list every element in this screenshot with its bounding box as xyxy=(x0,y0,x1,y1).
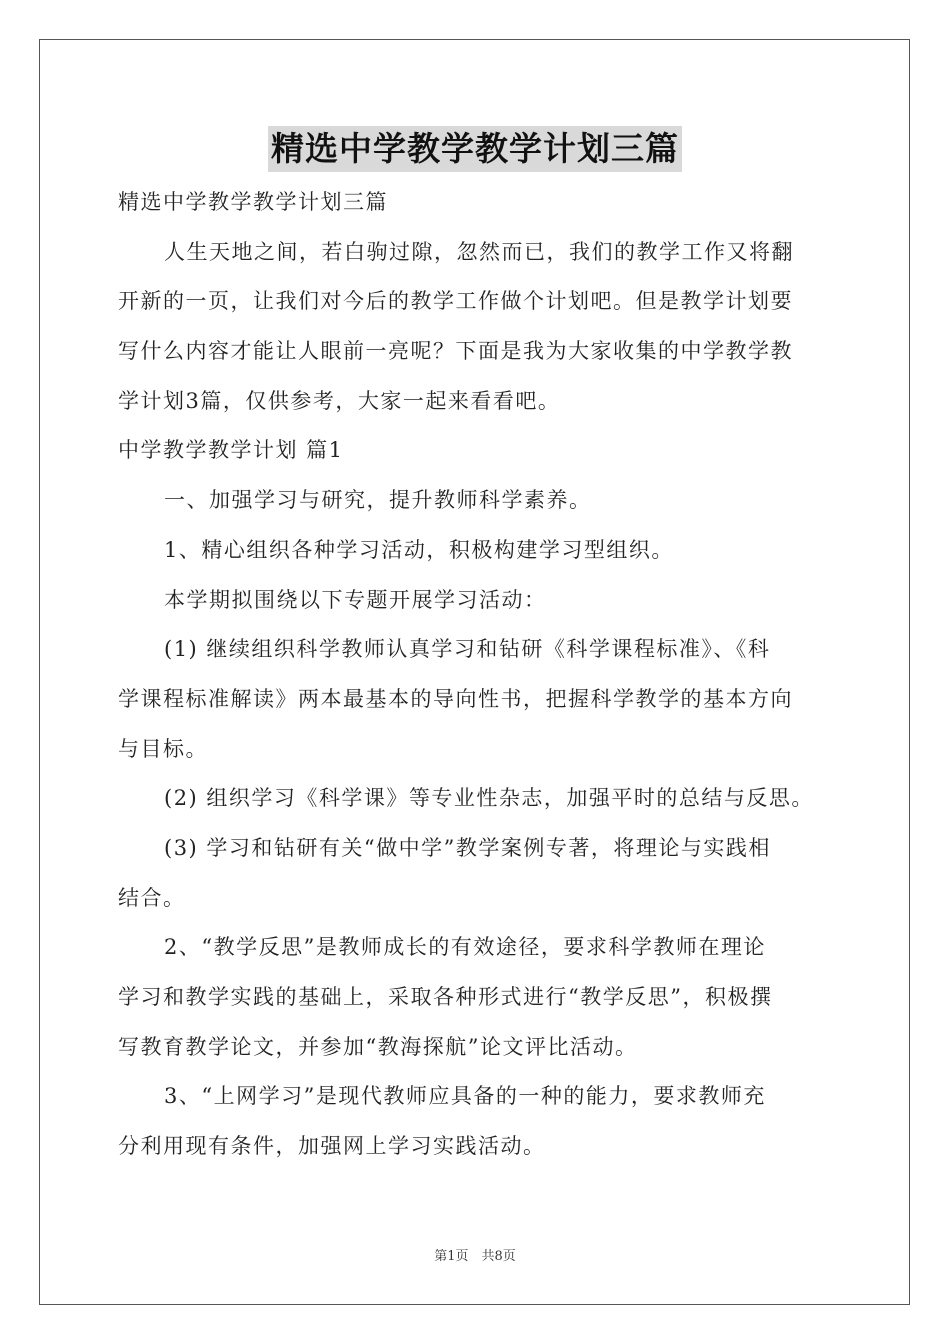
page-number: 第1页 共8页 xyxy=(434,1249,516,1264)
paragraph-line: 开新的一页，让我们对今后的教学工作做个计划吧。但是教学计划要 xyxy=(118,289,793,314)
paragraph-line: 分利用现有条件，加强网上学习实践活动。 xyxy=(118,1134,546,1159)
paragraph-line: (3) 学习和钻研有关“做中学”教学案例专著，将理论与实践相 xyxy=(164,835,771,860)
paragraph-line: (2) 组织学习《科学课》等专业性杂志，加强平时的总结与反思。 xyxy=(164,786,814,811)
document-body xyxy=(118,178,842,1172)
document-title xyxy=(0,126,950,172)
paragraph-line: 2、“教学反思”是教师成长的有效途径，要求科学教师在理论 xyxy=(164,935,766,960)
paragraph-line: 1、精心组织各种学习活动，积极构建学习型组织。 xyxy=(164,537,674,562)
paragraph-line: 本学期拟围绕以下专题开展学习活动： xyxy=(164,587,547,612)
paragraph-line: 写教育教学论文，并参加“教海探航”论文评比活动。 xyxy=(118,1034,638,1059)
document-title-text: 精选中学教学教学计划三篇 xyxy=(268,126,682,172)
paragraph-line: 学习和教学实践的基础上，采取各种形式进行“教学反思”，积极撰 xyxy=(118,985,773,1009)
paragraph-line: 与目标。 xyxy=(118,736,208,761)
section-heading: 中学教学教学计划 篇1 xyxy=(118,438,344,463)
paragraph-line: 学计划3篇，仅供参考，大家一起来看看吧。 xyxy=(118,388,561,413)
paragraph-line: 一、加强学习与研究，提升教师科学素养。 xyxy=(164,488,592,513)
paragraph-line: (1) 继续组织科学教师认真学习和钻研《科学课程标准》、《科 xyxy=(164,637,771,662)
paragraph-line: 写什么内容才能让人眼前一亮呢？下面是我为大家收集的中学教学教 xyxy=(118,339,793,364)
paragraph-line: 人生天地之间，若白驹过隙，忽然而已，我们的教学工作又将翻 xyxy=(164,239,794,264)
paragraph-line: 学课程标准解读》两本最基本的导向性书，把握科学教学的基本方向 xyxy=(118,686,793,711)
paragraph-line: 3、“上网学习”是现代教师应具备的一种的能力，要求教师充 xyxy=(164,1084,766,1109)
subtitle-line: 精选中学教学教学计划三篇 xyxy=(118,190,388,214)
paragraph-line: 结合。 xyxy=(118,885,186,910)
